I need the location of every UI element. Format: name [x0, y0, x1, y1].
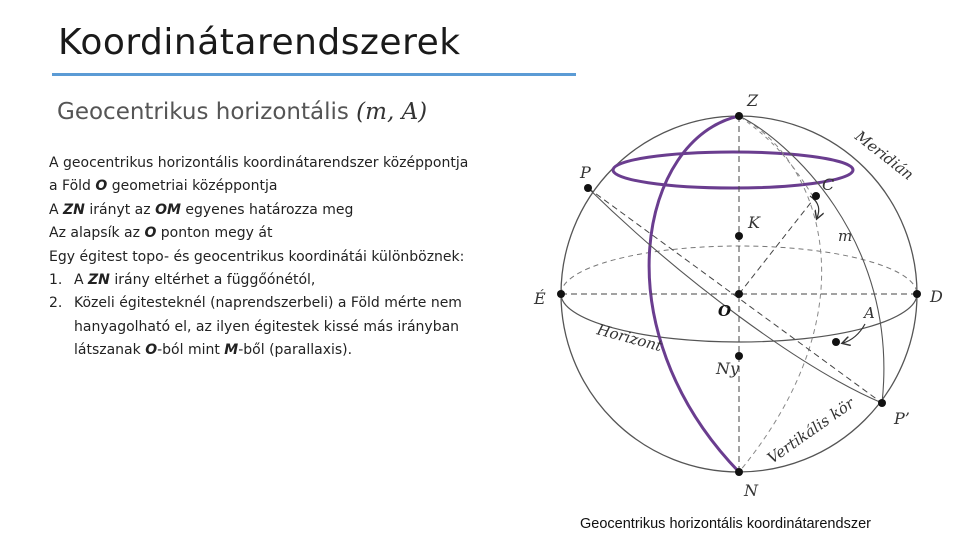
label-south: D [930, 287, 943, 306]
subtitle-math: (m, A) [356, 99, 428, 125]
list-item-2-line-3 [49, 339, 499, 362]
list-item-1a: A [74, 272, 89, 289]
point-south-pole [878, 399, 886, 407]
label-pole: P [580, 163, 591, 182]
slide-subtitle [57, 99, 427, 125]
label-k: K [748, 213, 760, 232]
body-line-3c: irányt az [84, 201, 156, 218]
celestial-sphere-figure [520, 78, 960, 518]
label-azimuth: A [864, 304, 875, 322]
point-zenith [735, 112, 743, 120]
list-item-2-line-3b: O [145, 342, 158, 359]
azimuth-arrow [843, 324, 865, 343]
body-line-5: Egy égitest topo- és geocentrikus koordinátái különböznek: [49, 248, 465, 265]
list-item-2-number: 2. [49, 295, 63, 312]
label-south-pole: P’ [894, 409, 910, 428]
point-nadir [735, 468, 743, 476]
label-center: O [718, 302, 732, 320]
body-line-2b: O [95, 178, 108, 195]
point-star [812, 192, 820, 200]
label-horizon: Horizont [594, 320, 665, 356]
label-west: Ny [716, 359, 740, 378]
point-south [913, 290, 921, 298]
point-pole [584, 184, 592, 192]
body-line-2a: a Föld [49, 178, 96, 195]
body-line-4a: Az alapsík az [49, 225, 145, 242]
body-line-4 [49, 222, 499, 245]
list-item-1c: irány eltérhet a függőónétól, [109, 272, 316, 289]
list-item-1 [49, 269, 499, 292]
label-vertical-circle: Vertikális kör [763, 394, 858, 468]
label-altitude: m [838, 227, 853, 245]
point-center [735, 290, 743, 298]
list-item-2-line-3a: látszanak [74, 342, 146, 359]
slide-title: Koordinátarendszerek [58, 22, 461, 63]
list-item-2-line-3d: M [224, 342, 239, 359]
label-nadir: N [744, 481, 758, 500]
list-item-2-line-1: Közeli égitesteknél (naprendszerbeli) a Föld mérte nem [74, 295, 462, 312]
title-underline [52, 73, 576, 76]
body-line-1: A geocentrikus horizontális koordinátarendszer középpontja [49, 155, 469, 171]
body-line-4c: ponton megy át [156, 225, 273, 242]
list-item-1-number: 1. [49, 272, 63, 289]
celestial-sphere-diagram [520, 78, 960, 518]
point-k [735, 232, 743, 240]
body-line-2c: geometriai középpontja [107, 178, 278, 195]
list-item-2-line-2: hanyagolható el, az ilyen égitestek kissé más irányban [74, 318, 460, 335]
list-item-2 [49, 292, 499, 315]
list-item-1b: ZN [88, 272, 110, 289]
point-north [557, 290, 565, 298]
figure-caption: Geocentrikus horizontális koordinátarendszer [580, 516, 871, 532]
point-azimuth [832, 338, 840, 346]
label-star: C [822, 175, 835, 194]
body-line-3b: ZN [63, 201, 85, 218]
body-line-4b: O [144, 225, 157, 242]
body-line-2 [49, 175, 499, 198]
body-text [49, 152, 499, 363]
body-line-3d: OM [155, 201, 181, 218]
body-line-3a: A [49, 201, 64, 218]
label-north: É [534, 289, 546, 308]
subtitle-text: Geocentrikus horizontális [57, 99, 357, 125]
list-item-2-line-3e: -ből (parallaxis). [238, 342, 353, 359]
body-line-3e: egyenes határozza meg [180, 201, 354, 218]
body-line-3 [49, 199, 499, 222]
star-direction [739, 196, 816, 294]
label-meridian: Meridián [851, 126, 918, 184]
list-item-2-line-3c: -ból mint [157, 342, 225, 359]
label-zenith: Z [747, 91, 759, 110]
